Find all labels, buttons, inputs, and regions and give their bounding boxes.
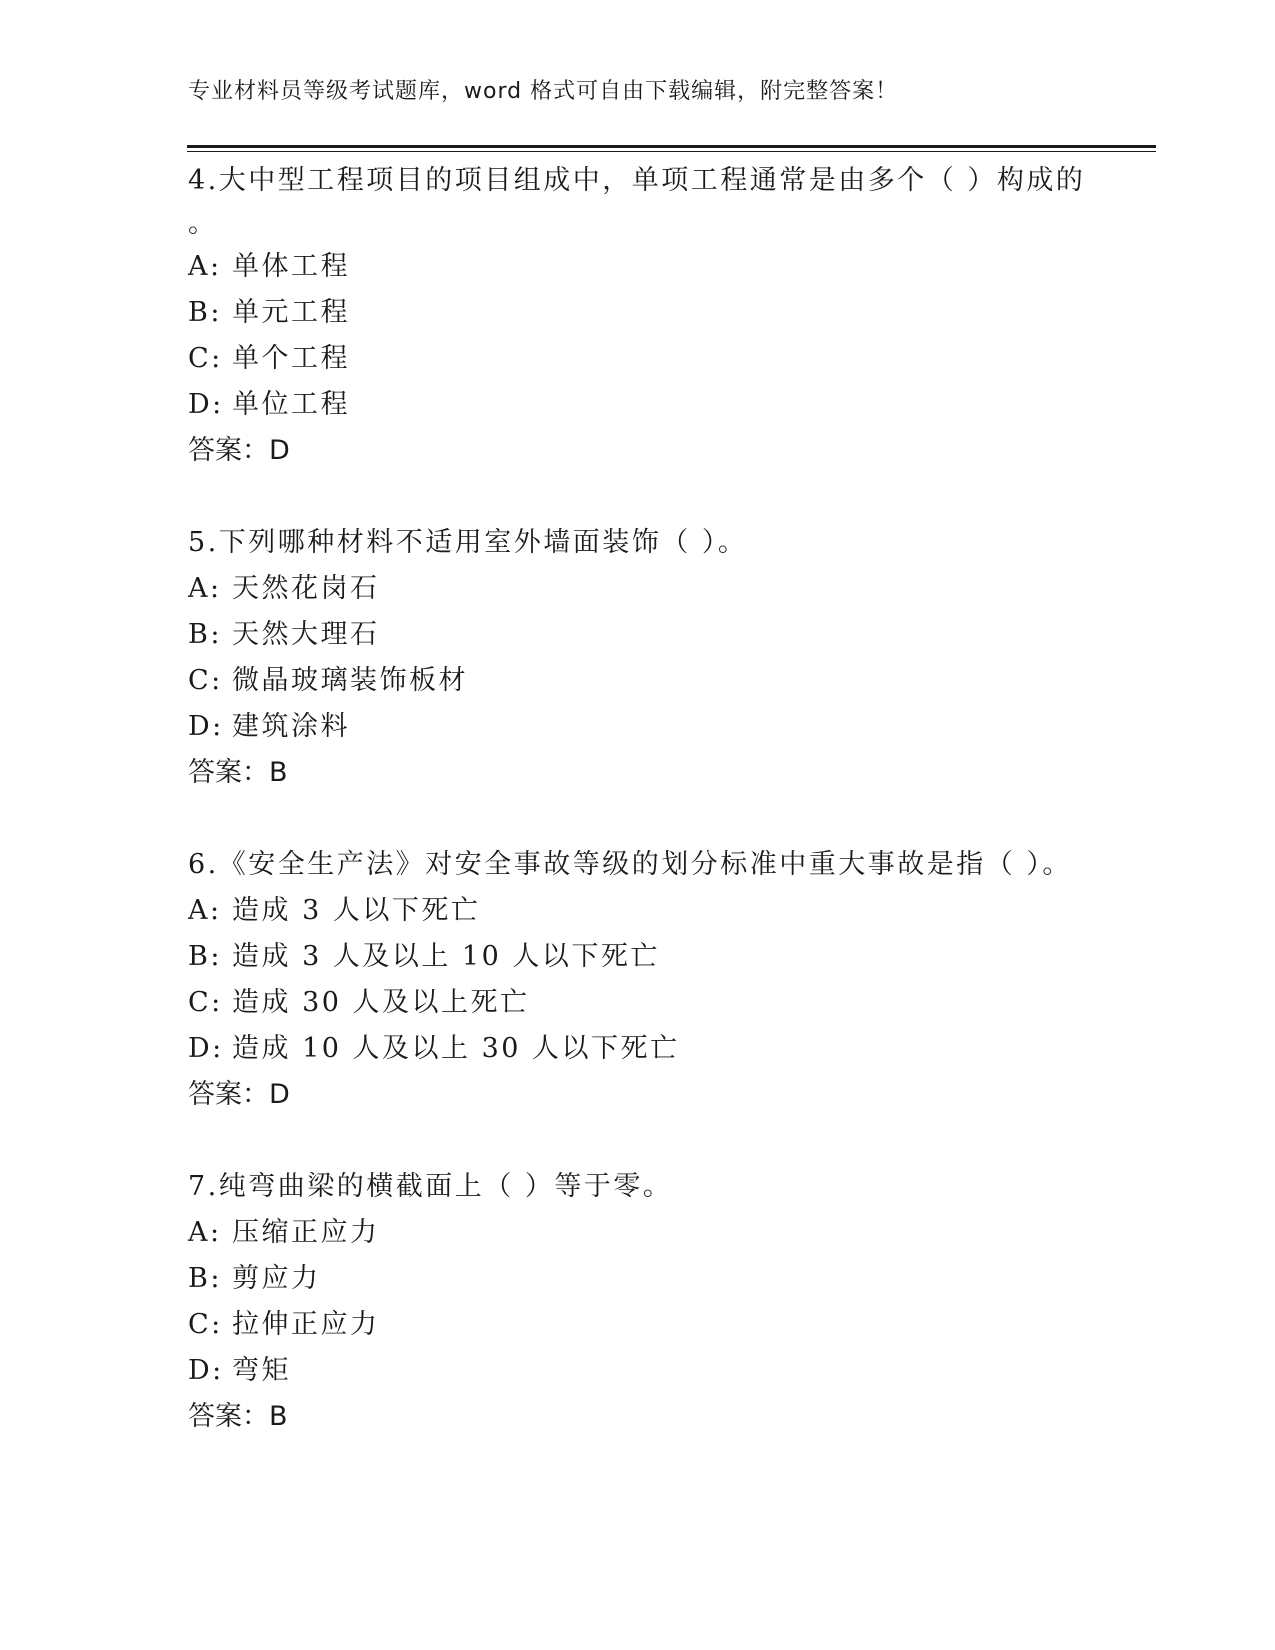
option-letter: B:	[188, 1263, 222, 1294]
option-text: 微晶玻璃装饰板材	[232, 665, 468, 696]
option-c	[188, 1302, 1088, 1348]
option-text: 压缩正应力	[232, 1217, 380, 1248]
document-header: 专业材料员等级考试题库，word 格式可自由下载编辑，附完整答案！	[188, 79, 899, 104]
option-letter: C:	[188, 665, 223, 696]
option-letter: C:	[188, 987, 223, 1018]
option-c	[188, 336, 1088, 382]
option-text: 单个工程	[232, 343, 350, 374]
option-d	[188, 382, 1088, 428]
option-letter: A:	[188, 1217, 222, 1248]
option-a	[188, 888, 1088, 934]
option-letter: C:	[188, 343, 223, 374]
option-text: 造成 30 人及以上死亡	[232, 987, 530, 1018]
question-list	[188, 158, 1088, 1486]
option-letter: A:	[188, 895, 222, 926]
answer-line: 答案：B	[188, 757, 288, 788]
option-letter: D:	[188, 1355, 224, 1386]
option-text: 弯矩	[232, 1355, 291, 1386]
option-text: 造成 10 人及以上 30 人以下死亡	[232, 1033, 680, 1064]
option-b	[188, 290, 1088, 336]
answer-line: 答案：D	[188, 1079, 290, 1110]
option-letter: D:	[188, 711, 224, 742]
question-6	[188, 842, 1088, 1118]
question-stem-continuation: 。	[188, 208, 215, 239]
question-4	[188, 158, 1088, 474]
question-stem: 5.下列哪种材料不适用室外墙面装饰（ ）。	[188, 527, 748, 558]
option-a	[188, 566, 1088, 612]
option-text: 造成 3 人以下死亡	[232, 895, 481, 926]
option-d	[188, 704, 1088, 750]
option-d	[188, 1348, 1088, 1394]
question-stem: 4.大中型工程项目的项目组成中，单项工程通常是由多个（ ）构成的	[188, 165, 1086, 196]
option-letter: B:	[188, 941, 222, 972]
question-5	[188, 520, 1088, 796]
option-text: 单体工程	[232, 251, 350, 282]
option-text: 天然花岗石	[232, 573, 380, 604]
option-text: 造成 3 人及以上 10 人以下死亡	[232, 941, 660, 972]
option-text: 建筑涂料	[232, 711, 350, 742]
option-text: 单位工程	[232, 389, 350, 420]
option-d	[188, 1026, 1088, 1072]
option-c	[188, 980, 1088, 1026]
option-text: 拉伸正应力	[232, 1309, 380, 1340]
option-letter: B:	[188, 619, 222, 650]
option-text: 剪应力	[232, 1263, 321, 1294]
option-text: 单元工程	[232, 297, 350, 328]
option-a	[188, 244, 1088, 290]
option-b	[188, 1256, 1088, 1302]
question-stem: 6.《安全生产法》对安全事故等级的划分标准中重大事故是指（ ）。	[188, 849, 1072, 880]
option-letter: D:	[188, 389, 224, 420]
option-b	[188, 934, 1088, 980]
option-b	[188, 612, 1088, 658]
option-letter: B:	[188, 297, 222, 328]
question-stem: 7.纯弯曲梁的横截面上（ ）等于零。	[188, 1171, 673, 1202]
option-text: 天然大理石	[232, 619, 380, 650]
option-letter: A:	[188, 573, 222, 604]
option-letter: D:	[188, 1033, 224, 1064]
answer-line: 答案：B	[188, 1401, 288, 1432]
answer-line: 答案：D	[188, 435, 290, 466]
question-7	[188, 1164, 1088, 1440]
header-rule-thin	[187, 151, 1156, 152]
option-c	[188, 658, 1088, 704]
option-letter: A:	[188, 251, 222, 282]
option-letter: C:	[188, 1309, 223, 1340]
header-rule-thick	[187, 145, 1156, 148]
option-a	[188, 1210, 1088, 1256]
